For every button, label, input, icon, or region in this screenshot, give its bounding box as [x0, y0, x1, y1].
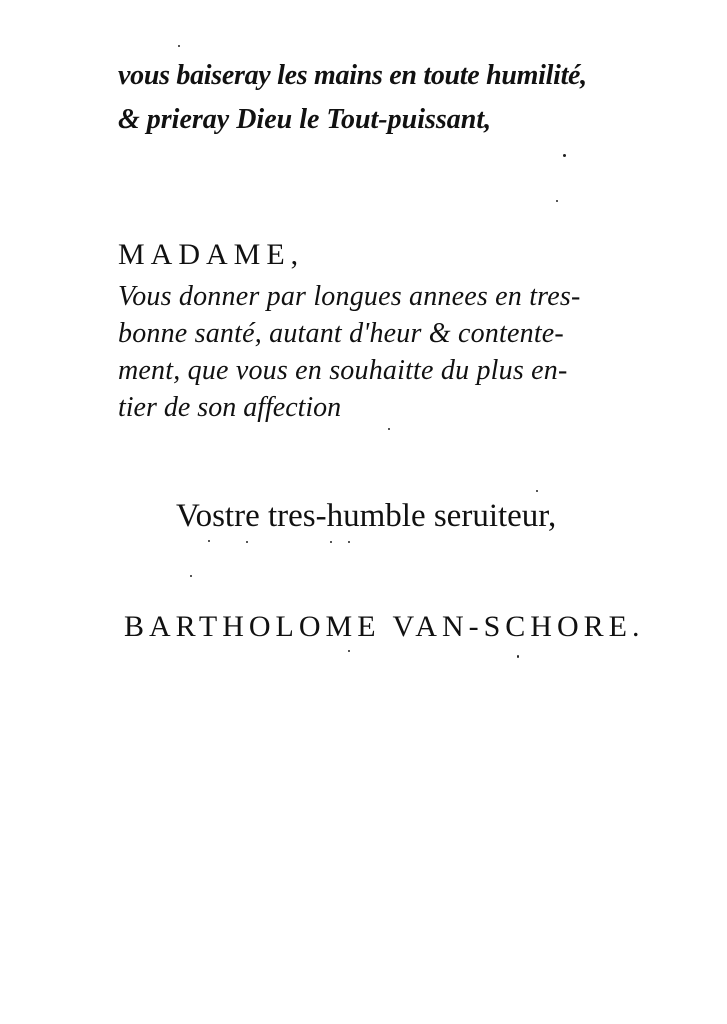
body-line-3: ment, que vous en souhaitte du plus en- — [118, 355, 568, 386]
scan-speck — [330, 541, 332, 543]
scan-speck — [517, 655, 519, 658]
body-line-1: Vous donner par longues annees en tres- — [118, 281, 581, 312]
opening-line-1: vous baiseray les mains en toute humilité, — [118, 60, 587, 91]
body-line-4: tier de son affection — [118, 392, 342, 423]
signature: BARTHOLOME VAN-SCHORE. — [124, 610, 645, 643]
scan-speck — [190, 575, 192, 577]
salutation-heading: MADAME, — [118, 238, 305, 271]
scan-speck — [208, 540, 210, 542]
scan-speck — [348, 650, 350, 652]
body-line-2: bonne santé, autant d'heur & contente- — [118, 318, 564, 349]
scan-speck — [388, 428, 390, 430]
scan-speck — [556, 200, 558, 202]
scan-speck — [348, 541, 350, 543]
scan-speck — [536, 490, 538, 492]
scan-speck — [178, 45, 180, 47]
scan-speck — [563, 154, 566, 157]
scan-speck — [246, 541, 248, 543]
opening-line-2: & prieray Dieu le Tout-puissant, — [118, 104, 492, 135]
closing-servant-line: Vostre tres-humble seruiteur, — [176, 498, 557, 534]
